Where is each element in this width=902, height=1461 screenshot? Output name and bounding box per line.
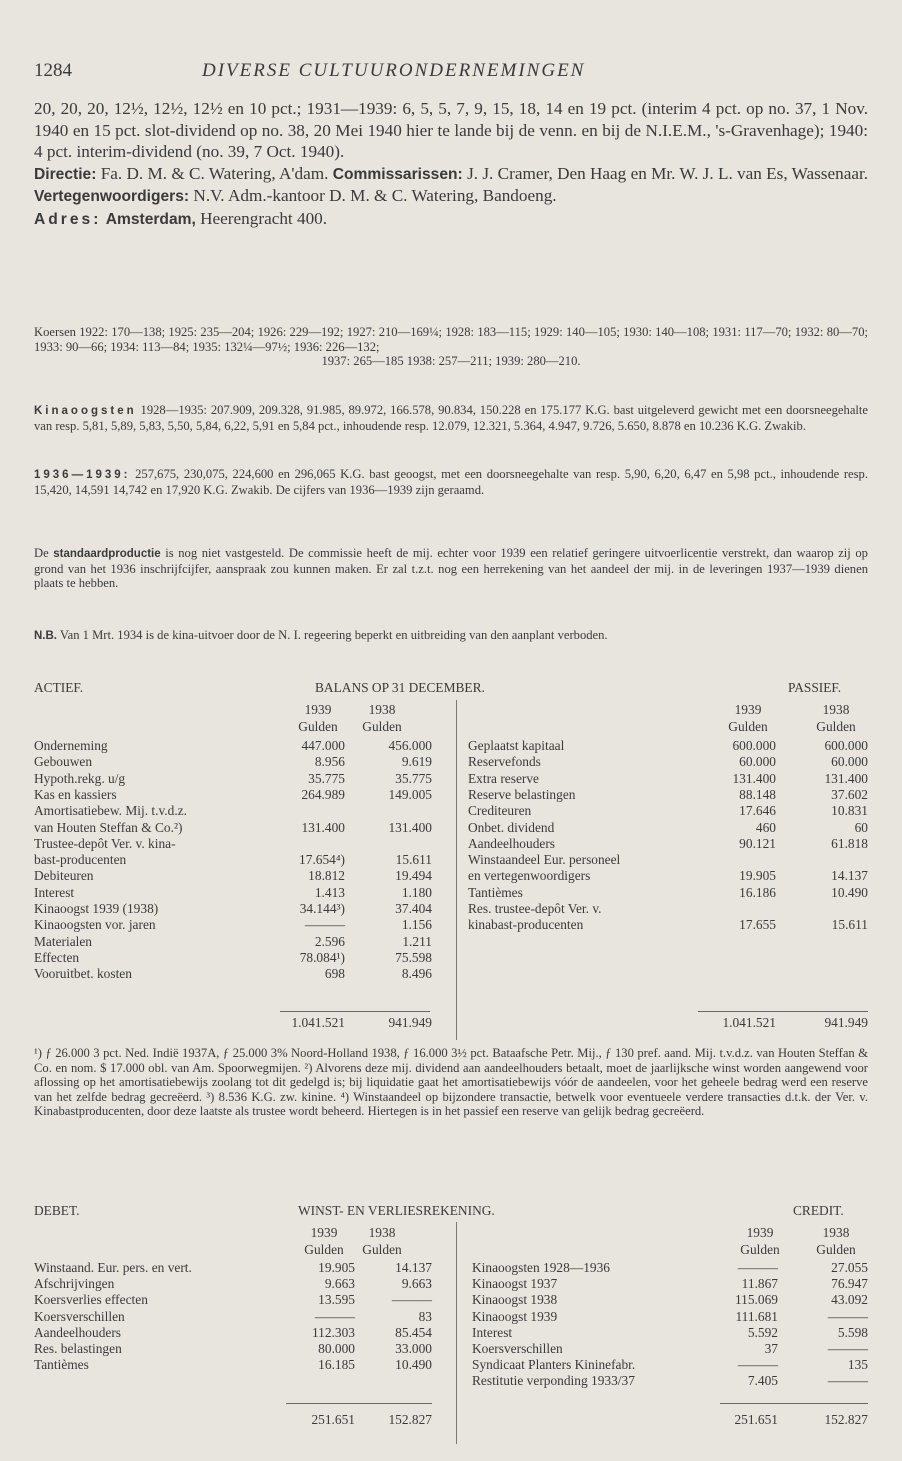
passief-unit-1938: Gulden [816, 719, 856, 734]
debet-row-label: Koersverlies effecten [34, 1292, 148, 1308]
actief-row-value-1938: 19.494 [395, 868, 432, 884]
actief-row-label: Vooruitbet. kosten [34, 966, 132, 982]
debet-row-value-1938: 33.000 [395, 1341, 432, 1356]
passief-row-label: Onbet. dividend [468, 819, 555, 835]
debet-row-label: Afschrijvingen [34, 1276, 115, 1292]
passief-total-rule [698, 1011, 868, 1012]
credit-row-label: Interest [472, 1324, 513, 1340]
actief-row-value-1939: 698 [324, 966, 345, 982]
debet-row-value-1939: 16.185 [318, 1357, 355, 1373]
debet-row-value-1938: ——— [391, 1292, 432, 1308]
standaard-text: is nog niet vastgesteld. De commissie heeft de mij. echter voor 1939 een relatief geringere uitvoerlicentie verstrekt, dan waarop zij op grond van het 1936 inschrijfcijfer, aanspraak zou kunnen maken. Er zal t.z.t. nog een herrekening van het aandeel der mij. in de leveringen 1937—1939 dienen plaats te hebben. [34, 546, 868, 591]
credit-row-value-1938: ——— [827, 1308, 868, 1324]
debet-total-rule [286, 1403, 432, 1404]
actief-row-value-1938: 131.400 [388, 819, 432, 835]
kinaoogsten-paragraph [34, 403, 868, 433]
actief-row-label: Interest [34, 884, 75, 900]
actief-row-value-1938: 35.775 [395, 770, 432, 786]
credit-year-1939: 1939 [746, 1225, 774, 1240]
passief-year-1938: 1938 [822, 702, 850, 717]
passief-row-value-1939: 90.121 [739, 835, 776, 851]
actief-row-label: Amortisatiebew. Mij. t.v.d.z. [34, 803, 187, 819]
actief-year-1938: 1938 [368, 702, 396, 717]
debet-row-label: Tantièmes [34, 1357, 89, 1373]
footnotes [34, 1046, 868, 1119]
debet-total-1938: 152.827 [388, 1412, 432, 1427]
actief-row-label: van Houten Steffan & Co.²) [34, 819, 183, 835]
nb-paragraph [34, 628, 868, 644]
actief-row-value-1939: 264.989 [301, 786, 345, 802]
passief-row-value-1939: 16.186 [739, 884, 776, 900]
actief-row-value-1939: 34.144³) [299, 901, 345, 916]
debet-row-value-1939: 19.905 [318, 1260, 355, 1275]
actief-row-label: Trustee-depôt Ver. v. kina- [34, 835, 176, 851]
actief-row-label: Gebouwen [34, 754, 93, 770]
passief-row-value-1939: 17.655 [739, 917, 776, 933]
passief-row-value-1938: 131.400 [824, 770, 868, 786]
actief-row-value-1938: 15.611 [395, 852, 432, 868]
passief-row-label: kinabast-producenten [468, 917, 584, 933]
actief-row-label: Effecten [34, 949, 80, 965]
passief-total-1939: 1.041.521 [722, 1015, 776, 1030]
vertegenwoordigers-label: Vertegenwoordigers: [34, 188, 190, 206]
standaard-section [34, 546, 868, 591]
debet-year-1939: 1939 [310, 1225, 338, 1240]
credit-row-label: Kinaoogst 1939 [472, 1308, 558, 1324]
paragraph-1936 [34, 467, 868, 497]
dividend-text: 20, 20, 20, 12½, 12½, 12½ en 10 pct.; 1931—1939: 6, 5, 5, 7, 9, 15, 18, 14 en 19 pct. (interim 4 pct. op no. 37, 1 Nov. 1940 en 15 pct. slot-dividend op no. 38, 20 Mei 1940 hier te lande bij de venn. en bij de N.I.E.M., 's-Gravenhage); 1940: 4 pct. interim-dividend (no. 39, 7 Oct. 1940). [34, 99, 868, 162]
credit-unit-1939: Gulden [740, 1242, 780, 1257]
page-number: 1284 [34, 60, 72, 81]
debet-row-value-1939: 13.595 [318, 1292, 355, 1308]
credit-row-value-1938: ——— [827, 1341, 868, 1356]
actief-row-value-1938: 8.496 [401, 966, 432, 982]
passief-row-value-1938: 61.818 [831, 835, 868, 851]
actief-row-value-1939: 35.775 [308, 770, 345, 786]
actief-row-value-1939: 8.956 [314, 754, 345, 770]
credit-row-value-1938: 27.055 [831, 1260, 868, 1275]
debet-row-value-1938: 9.663 [401, 1276, 432, 1292]
passief-total-1938: 941.949 [824, 1015, 868, 1030]
passief-heading: PASSIEF. [788, 680, 842, 695]
actief-row-value-1939: 447.000 [301, 738, 345, 753]
standaard-bold: standaardproductie [53, 548, 161, 560]
credit-row-label: Kinaoogst 1938 [472, 1292, 558, 1308]
actief-row-value-1938: 9.619 [401, 754, 432, 770]
debet-row-value-1938: 14.137 [395, 1260, 432, 1275]
vertegenwoordigers-text: N.V. Adm.-kantoor D. M. & C. Watering, Bandoeng. [193, 186, 557, 206]
passief-year-1939: 1939 [734, 702, 762, 717]
nb-text: Van 1 Mrt. 1934 is de kina-uitvoer door de N. I. regeering beperkt en uitbreiding van den aanplant verboden. [59, 628, 608, 642]
actief-row-label: Hypoth.rekg. u/g [34, 770, 126, 786]
label-1936: 1936—1939: [34, 469, 131, 481]
debet-row-label: Koersverschillen [34, 1308, 125, 1324]
credit-row-value-1939: ——— [737, 1260, 778, 1275]
nb-label: N.B. [34, 630, 57, 642]
address-line [34, 208, 868, 231]
kinaoogsten-label: Kinaoogsten [34, 405, 137, 417]
credit-row-value-1939: 7.405 [747, 1373, 778, 1389]
credit-row-label: Syndicaat Planters Kininefabr. [472, 1357, 636, 1373]
actief-row-label: bast-producenten [34, 852, 127, 868]
passief-row-value-1938: 600.000 [824, 738, 868, 753]
passief-row-value-1939: 88.148 [739, 786, 776, 802]
commissarissen-label: Commissarissen: [332, 165, 463, 183]
actief-unit-1939: Gulden [298, 719, 338, 734]
actief-row-value-1939: 131.400 [301, 819, 345, 835]
actief-row-value-1938: 75.598 [395, 949, 432, 965]
debet-row-value-1938: 83 [418, 1308, 432, 1324]
passief-row-label: en vertegenwoordigers [468, 868, 591, 884]
actief-row-value-1938: 149.005 [388, 786, 432, 802]
actief-row-value-1938: 1.180 [401, 884, 432, 900]
credit-row-value-1938: 43.092 [831, 1292, 868, 1308]
kinaoogsten-text: 1928—1935: 207.909, 209.328, 91.985, 89.972, 166.578, 90.834, 150.228 en 175.177 K.G. bast uitgeleverd gewicht met een doorsneegehalte van resp. 5,81, 5,89, 5,83, 5,50, 5,84, 6,22, 5,91 en 5,84 pct., inhoudende resp. 12.079, 12.321, 5.364, 4.947, 9.726, 5.650, 8.878 en 10.236 K.G. Zwakib. [34, 403, 868, 433]
passief-row-label: Extra reserve [468, 770, 540, 786]
koersen-line-1: Koersen 1922: 170—138; 1925: 235—204; 1926: 229—192; 1927: 210—169¼; 1928: 183—115; 1929: 140—105; 1930: 140—108; 1931: 117—70; 1932: 80—70; 1933: 90—66; 1934: 113—84; 1935: 132¼—97½; 1936: 226—132; [34, 325, 868, 354]
credit-unit-1938: Gulden [816, 1242, 856, 1257]
passief-row-value-1938: 14.137 [831, 868, 868, 884]
directie-label: Directie: [34, 165, 97, 183]
management-paragraph [34, 163, 868, 208]
commissarissen-text: J. J. Cramer, Den Haag en Mr. W. J. L. van Es, Wassenaar. [467, 163, 869, 183]
debet-heading: DEBET. [34, 1203, 80, 1218]
credit-row-value-1939: ——— [737, 1357, 778, 1373]
debet-unit-1939: Gulden [304, 1242, 344, 1257]
credit-total-1938: 152.827 [824, 1412, 868, 1427]
debet-row-label: Winstaand. Eur. pers. en vert. [34, 1260, 192, 1275]
passief-row-value-1938: 60.000 [831, 754, 868, 770]
actief-heading: ACTIEF. [34, 680, 84, 695]
actief-row-label: Kas en kassiers [34, 786, 117, 802]
balance-divider [456, 700, 457, 1040]
credit-row-value-1939: 37 [764, 1341, 778, 1356]
actief-row-value-1938: 37.404 [395, 901, 432, 916]
nb-section [34, 628, 868, 644]
profit-loss-title: WINST- EN VERLIESREKENING. [298, 1203, 495, 1218]
passief-row-label: Aandeelhouders [468, 835, 556, 851]
actief-row-value-1938: 456.000 [388, 738, 432, 753]
credit-heading: CREDIT. [793, 1203, 844, 1218]
debet-row-value-1939: 9.663 [324, 1276, 355, 1292]
credit-total-1939: 251.651 [734, 1412, 778, 1427]
section-1936 [34, 467, 868, 497]
passief-row-value-1939: 17.646 [739, 803, 776, 819]
passief-row-label: Reservefonds [468, 754, 541, 770]
actief-row-value-1938: 1.211 [402, 933, 432, 949]
debet-row-value-1939: 112.303 [311, 1324, 355, 1340]
balance-title: BALANS OP 31 DECEMBER. [315, 680, 485, 695]
debet-row-value-1939: 80.000 [318, 1341, 355, 1356]
debet-year-1938: 1938 [368, 1225, 396, 1240]
credit-row-value-1939: 115.069 [734, 1292, 778, 1308]
actief-total-1938: 941.949 [388, 1015, 432, 1030]
koersen-section [34, 325, 868, 369]
profit-loss-divider [456, 1222, 457, 1444]
running-title: DIVERSE CULTUURONDERNEMINGEN [202, 60, 586, 81]
passief-row-value-1938: 37.602 [831, 786, 868, 802]
actief-row-label: Debiteuren [34, 868, 94, 884]
credit-row-value-1938: ——— [827, 1373, 868, 1389]
passief-row-value-1939: 600.000 [732, 738, 776, 753]
passief-row-label: Geplaatst kapitaal [468, 738, 565, 753]
actief-unit-1938: Gulden [362, 719, 402, 734]
actief-total-rule [280, 1011, 430, 1012]
footnotes-text: ¹) ƒ 26.000 3 pct. Ned. Indië 1937A, ƒ 25.000 3% Noord-Holland 1938, ƒ 16.000 3½ pct. Bataafsche Petr. Mij., ƒ 130 pref. aand. Mij. t.v.d.z. van Houten Steffan & Co. en nom. $ 17.000 obl. van Am. Spoorwegmijen. ²) Alvorens deze mij. dividend aan aandeelhouders betaalt, moet de jaarlijksche winst worden aangewend voor aflossing op het amortisatiebewijs zoolang tot dit gedelgd is; bij liquidatie gaat het amortisatiebewijs vóór de aandeelen, voor het geheele bedrag werd een reserve van het zelfde bedrag gecreëerd. ³) 8.536 K.G. zw. kinine. ⁴) Winstaandeel op bijzondere transactie, betwelk voor eventueele verdere transacties d.t.k. der Ver. v. Kinabastproducenten, door deze laatste als trustee wordt beheerd. Hiertegen is in het passief een reserve van gelijk bedrag gecreëerd. [34, 1046, 868, 1119]
credit-row-label: Kinaoogst 1937 [472, 1276, 558, 1292]
actief-year-1939: 1939 [304, 702, 332, 717]
credit-row-label: Kinaoogsten 1928—1936 [472, 1260, 610, 1275]
intro-section [34, 98, 868, 231]
passief-row-value-1939: 19.905 [739, 868, 776, 884]
credit-row-value-1939: 11.867 [741, 1276, 778, 1292]
debet-row-value-1938: 85.454 [395, 1324, 432, 1340]
actief-row-value-1939: ——— [304, 917, 345, 933]
passief-row-label: Reserve belastingen [468, 786, 576, 802]
debet-row-label: Aandeelhouders [34, 1324, 122, 1340]
passief-row-value-1938: 15.611 [831, 917, 868, 933]
adres-text: Heerengracht 400. [200, 208, 328, 228]
actief-row-label: Materialen [34, 933, 92, 949]
actief-row-label: Kinaoogst 1939 (1938) [34, 901, 159, 916]
actief-row-label: Kinaoogsten vor. jaren [34, 917, 156, 933]
kinaoogsten-section [34, 403, 868, 433]
debet-row-label: Res. belastingen [34, 1341, 122, 1356]
passief-row-label: Res. trustee-depôt Ver. v. [468, 901, 602, 916]
actief-row-value-1939: 17.654⁴) [299, 852, 345, 868]
debet-total-1939: 251.651 [311, 1412, 355, 1427]
koersen-line-2: 1937: 265—185 1938: 257—211; 1939: 280—210. [321, 354, 581, 369]
adres-label: Adres: [34, 210, 102, 228]
passief-row-label: Winstaandeel Eur. personeel [468, 852, 621, 868]
credit-row-value-1938: 135 [847, 1357, 868, 1373]
passief-row-value-1938: 10.490 [831, 884, 868, 900]
actief-row-value-1938: 1.156 [401, 917, 432, 933]
adres-city: Amsterdam, [105, 210, 196, 228]
passief-row-value-1939: 460 [755, 819, 776, 835]
credit-row-label: Restitutie verponding 1933/37 [472, 1373, 635, 1389]
actief-row-value-1939: 1.413 [314, 884, 345, 900]
text-1936: 257,675, 230,075, 224,600 en 296,065 K.G. bast geoogst, met een doorsneegehalte van resp. 5,90, 6,20, 6,47 en 5,98 pct., inhoudende resp. 15,420, 14,591 14,742 en 17,920 K.G. Zwakib. De cijfers van 1936—1939 zijn geraamd. [34, 467, 868, 497]
actief-row-value-1939: 2.596 [314, 933, 345, 949]
debet-unit-1938: Gulden [362, 1242, 402, 1257]
actief-row-value-1939: 18.812 [308, 868, 345, 884]
credit-row-value-1939: 111.681 [735, 1308, 778, 1324]
credit-row-value-1939: 5.592 [747, 1324, 778, 1340]
actief-row-label: Onderneming [34, 738, 108, 753]
debet-row-value-1939: ——— [314, 1308, 355, 1324]
passief-row-value-1939: 131.400 [732, 770, 776, 786]
actief-row-value-1939: 78.084¹) [299, 949, 345, 965]
passief-row-label: Tantièmes [468, 884, 523, 900]
page-header [34, 60, 868, 88]
credit-row-label: Koersverschillen [472, 1341, 563, 1356]
passief-row-label: Crediteuren [468, 803, 532, 819]
actief-total-1939: 1.041.521 [291, 1015, 345, 1030]
directie-text: Fa. D. M. & C. Watering, A'dam. [100, 163, 329, 183]
passief-row-value-1938: 60 [854, 819, 868, 835]
passief-row-value-1939: 60.000 [739, 754, 776, 770]
credit-total-rule [720, 1403, 868, 1404]
standaard-pre: De [34, 546, 49, 560]
credit-year-1938: 1938 [822, 1225, 850, 1240]
credit-row-value-1938: 5.598 [837, 1324, 868, 1340]
debet-row-value-1938: 10.490 [395, 1357, 432, 1373]
passief-unit-1939: Gulden [728, 719, 768, 734]
standaard-paragraph [34, 546, 868, 591]
credit-row-value-1938: 76.947 [831, 1276, 868, 1292]
passief-row-value-1938: 10.831 [831, 803, 868, 819]
